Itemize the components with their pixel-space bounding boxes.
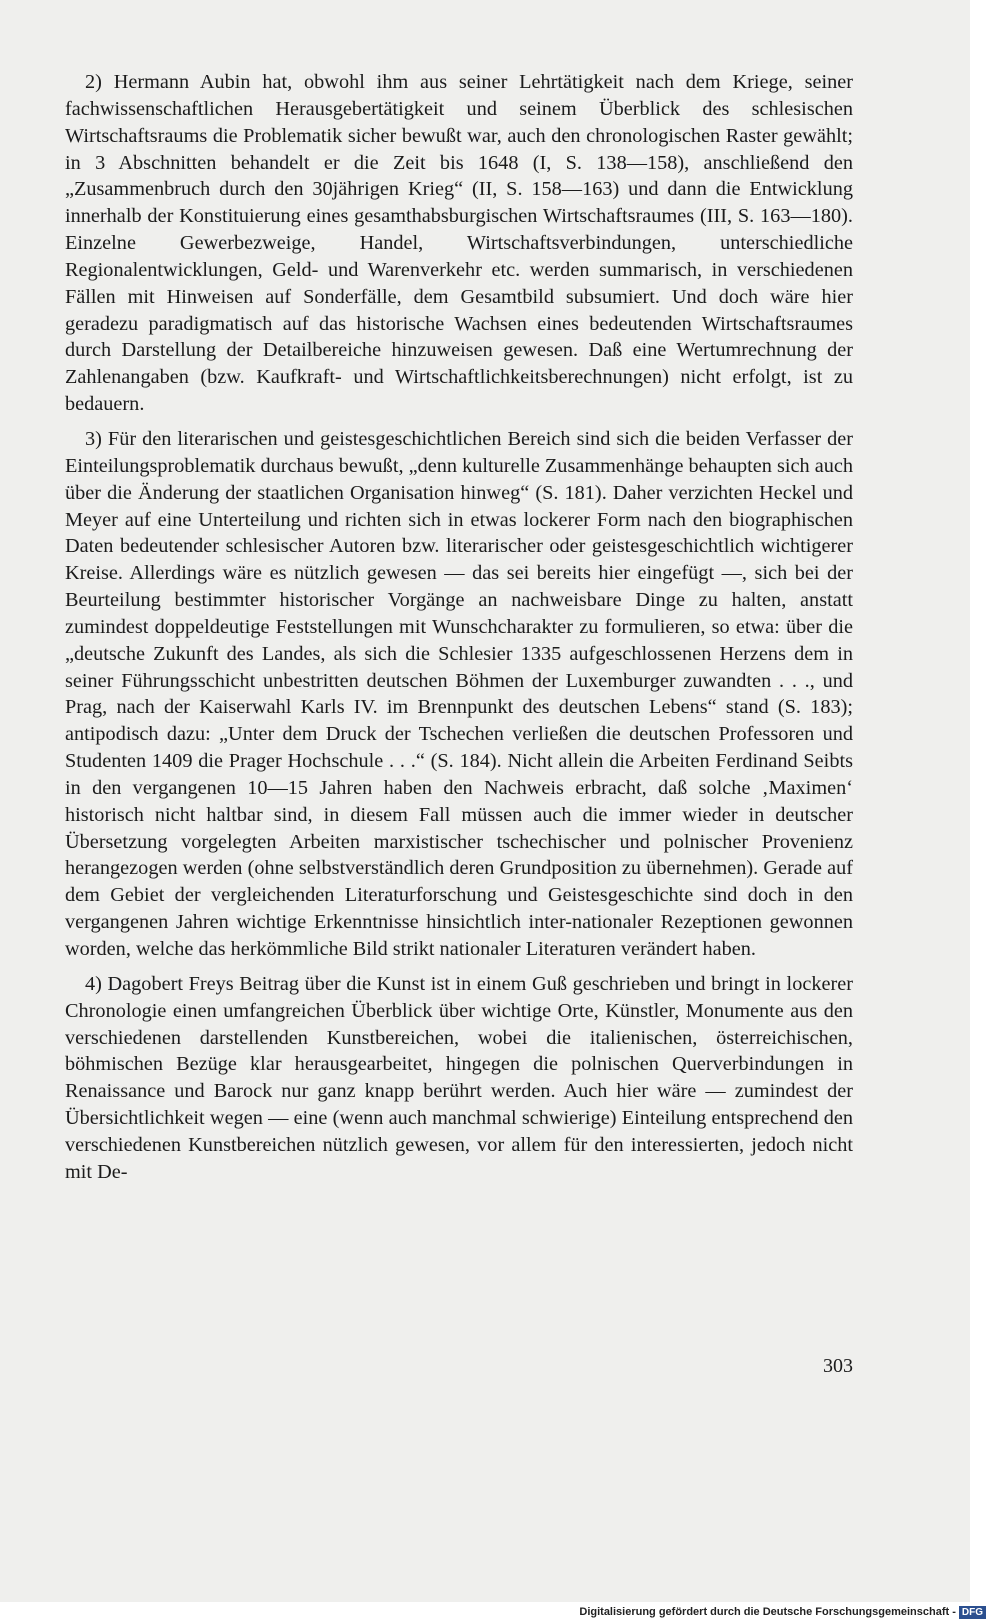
- paragraph-3: 3) Für den literarischen und geistesgeschichtlichen Bereich sind sich die beiden Verfasser der Einteilungsproblematik durchaus bewußt, „denn kulturelle Zusammenhänge behaupten sich auch über die Änderung der staatlichen Organisation hinweg“ (S. 181). Daher verzichten Heckel und Meyer auf eine Unterteilung und richten sich in etwas lockerer Form nach den biographischen Daten bedeutender schlesischer Autoren bzw. literarischer oder geistesgeschichtlich wichtigerer Kreise. Allerdings wäre es nützlich gewesen — das sei bereits hier eingefügt —, sich bei der Beurteilung bestimmter historischer Vorgänge an nachweisbare Dinge zu halten, anstatt zumindest doppeldeutige Feststellungen mit Wunschcharakter zu formulieren, so etwa: über die „deutsche Zukunft des Landes, als sich die Schlesier 1335 aufgeschlossenen Herzens dem in seiner Führungsschicht unbestritten deutschen Böhmen der Luxemburger zuwandten . . ., und Prag, nach der Kaiserwahl Karls IV. im Brennpunkt des deutschen Lebens“ stand (S. 183); antipodisch dazu: „Unter dem Druck der Tschechen verließen die deutschen Professoren und Studenten 1409 die Prager Hochschule . . .“ (S. 184). Nicht allein die Arbeiten Ferdinand Seibts in den vergangenen 10—15 Jahren haben den Nachweis erbracht, daß solche ‚Maximen‘ historisch nicht haltbar sind, in diesem Fall müssen auch die immer wieder in deutscher Übersetzung vorgelegten Arbeiten marxistischer tschechischer und polnischer Provenienz herangezogen werden (ohne selbstverständlich deren Grundposition zu übernehmen). Gerade auf dem Gebiet der vergleichenden Literaturforschung und Geistesgeschichte sind doch in den vergangenen Jahren wichtige Erkenntnisse hinsichtlich inter-nationaler Rezeptionen gewonnen worden, welche das herkömmliche Bild strikt nationaler Literaturen verändert haben.: [65, 427, 853, 960]
- digitization-footer: [579, 1604, 986, 1620]
- footer-text: Digitalisierung gefördert durch die Deutsche Forschungsgemeinschaft -: [579, 1606, 956, 1618]
- dfg-logo: DFG: [959, 1606, 986, 1619]
- body-text: [65, 69, 853, 1186]
- paragraph-4: 4) Dagobert Freys Beitrag über die Kunst ist in einem Guß geschrieben und bringt in lockerer Chronologie einen umfangreichen Überblick über wichtige Orte, Künstler, Monumente aus den verschiedenen darstellenden Kunstbereichen, wobei die italienischen, österreichischen, böhmischen Bezüge klar herausgearbeitet, hingegen die polnischen Querverbindungen in Renaissance und Barock nur ganz knapp berührt werden. Auch hier wäre — zumindest der Übersichtlichkeit wegen — eine (wenn auch manchmal schwierige) Einteilung entsprechend den verschiedenen Kunstbereichen nützlich gewesen, vor allem für den interessierten, jedoch nicht mit De-: [65, 972, 853, 1183]
- page-number: 303: [823, 1355, 853, 1377]
- paragraph-2: 2) Hermann Aubin hat, obwohl ihm aus seiner Lehrtätigkeit nach dem Kriege, seiner fachwissenschaftlichen Herausgebertätigkeit und seinem Überblick des schlesischen Wirtschaftsraums die Problematik sicher bewußt war, auch den chronologischen Raster gewählt; in 3 Abschnitten behandelt er die Zeit bis 1648 (I, S. 138—158), anschließend den „Zusammenbruch durch den 30jährigen Krieg“ (II, S. 158—163) und dann die Entwicklung innerhalb der Konstituierung eines gesamthabsburgischen Wirtschaftsraumes (III, S. 163—180). Einzelne Gewerbezweige, Handel, Wirtschaftsverbindungen, unterschiedliche Regionalentwicklungen, Geld- und Warenverkehr etc. werden summarisch, in verschiedenen Fällen mit Hinweisen auf Sonderfälle, dem Gesamtbild subsumiert. Und doch wäre hier geradezu paradigmatisch auf das historische Wachsen eines bedeutenden Wirtschaftsraumes durch Darstellung der Detailbereiche hinzuweisen gewesen. Daß eine Wertumrechnung der Zahlenangaben (bzw. Kaufkraft- und Wirtschaftlichkeitsberechnungen) nicht erfolgt, ist zu bedauern.: [65, 71, 853, 416]
